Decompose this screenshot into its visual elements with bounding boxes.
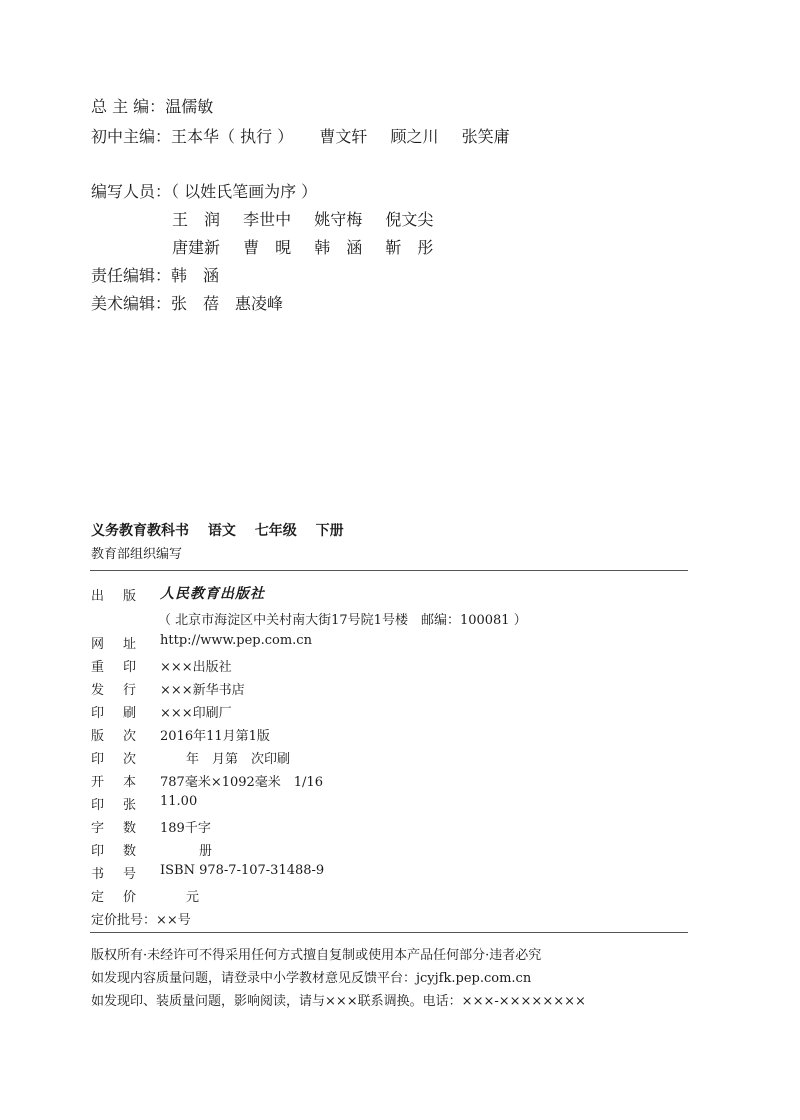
edition-value: 2016年11月第1版 xyxy=(160,729,270,744)
book-title-part: 下册 xyxy=(315,523,344,539)
chief-editor-name: 温儒敏 xyxy=(165,97,214,116)
website-value: http://www.pep.com.cn xyxy=(160,633,312,648)
writer-name: 倪文尖 xyxy=(385,210,434,229)
isbn-value: ISBN 978-7-107-31488-9 xyxy=(160,863,325,878)
book-title-part: 七年级 xyxy=(254,523,297,539)
divider-top xyxy=(90,570,688,571)
responsible-editor-name: 韩 涵 xyxy=(171,266,220,285)
junior-editor-other: 曹文轩 xyxy=(319,127,368,146)
sheets-value: 11.00 xyxy=(160,794,198,809)
art-editor-row xyxy=(91,291,283,314)
responsible-editor-row xyxy=(91,263,219,286)
responsible-editor-label: 责任编辑： xyxy=(91,266,172,285)
copyright-notice: 版权所有·未经许可不得采用任何方式擅自复制或使用本产品任何部分·违者必究 xyxy=(91,948,542,963)
chief-editor-row xyxy=(91,94,213,117)
book-title-part: 语文 xyxy=(207,523,236,539)
writers-row-2 xyxy=(172,235,451,258)
publisher-logo: 人民教育出版社 xyxy=(160,586,265,602)
art-editor-name: 张 蓓 惠凌峰 xyxy=(171,294,284,313)
art-editor-label: 美术编辑： xyxy=(91,294,172,313)
writers-row-1 xyxy=(172,207,451,230)
writer-name: 姚守梅 xyxy=(314,210,363,229)
writer-name: 曹 晛 xyxy=(243,238,292,257)
feedback-notice: 如发现内容质量问题，请登录中小学教材意见反馈平台：jcyjfk.pep.com.cn xyxy=(91,971,532,986)
price-approval: 定价批号：××号 xyxy=(91,913,191,928)
writer-name: 唐建新 xyxy=(172,238,221,257)
junior-editor-label: 初中主编： xyxy=(91,127,172,146)
format-value: 787毫米×1092毫米 1/16 xyxy=(160,775,323,790)
book-title-part: 义务教育教科书 xyxy=(91,523,189,539)
distributor-value: ×××新华书店 xyxy=(160,683,245,698)
print-run-value: 册 xyxy=(160,844,213,859)
writers-label: 编写人员：（ 以姓氏笔画为序 ） xyxy=(91,182,318,201)
chief-editor-label: 总 主 编： xyxy=(91,97,166,116)
quality-notice: 如发现印、装质量问题，影响阅读，请与×××联系调换。电话：×××-×××××××× xyxy=(91,994,586,1009)
junior-editor-row xyxy=(91,124,528,147)
publisher-address: （ 北京市海淀区中关村南大街17号院1号楼 邮编：100081 ） xyxy=(158,613,527,628)
price-value: 元 xyxy=(160,890,200,905)
writer-name: 韩 涵 xyxy=(314,238,363,257)
writer-name: 王 润 xyxy=(172,210,221,229)
book-title xyxy=(91,520,358,540)
junior-editor-other: 顾之川 xyxy=(390,127,439,146)
reprint-value: ×××出版社 xyxy=(160,660,232,675)
printer-value: ×××印刷厂 xyxy=(160,706,232,721)
junior-editor-name: 王本华（ 执行 ） xyxy=(171,127,294,146)
word-count-value: 189千字 xyxy=(160,821,211,836)
junior-editor-other: 张笑庸 xyxy=(461,127,510,146)
printing-value: 年 月第 次印刷 xyxy=(160,752,291,767)
writer-name: 李世中 xyxy=(243,210,292,229)
writer-name: 靳 彤 xyxy=(385,238,434,257)
book-compiler: 教育部组织编写 xyxy=(91,547,183,562)
divider-bottom xyxy=(90,932,688,933)
